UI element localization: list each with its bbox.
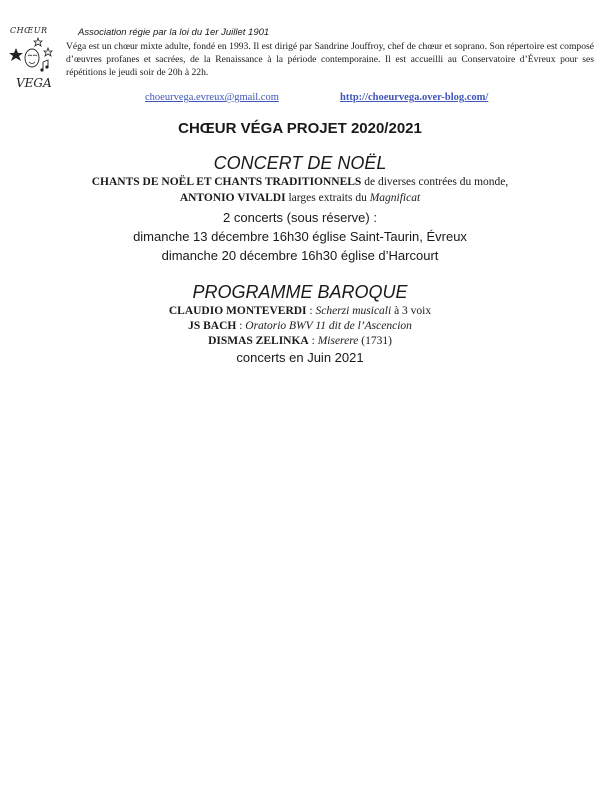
christmas-concert-date-1: dimanche 13 décembre 16h30 église Saint-Taurin, Évreux xyxy=(133,229,467,244)
baroque-work-1 xyxy=(0,305,600,317)
vivaldi-detail: larges extraits du xyxy=(285,192,370,204)
bach-composer: JS BACH xyxy=(188,320,237,332)
christmas-concert-heading: CONCERT DE NOËL xyxy=(213,153,387,173)
separator: : xyxy=(236,320,246,332)
monteverdi-composer: CLAUDIO MONTEVERDI xyxy=(168,305,307,317)
baroque-concert-dates: concerts en Juin 2021 xyxy=(236,350,364,365)
miserere-title: Miserere xyxy=(317,335,359,347)
vivaldi-composer: ANTONIO VIVALDI xyxy=(179,192,286,204)
choir-logo xyxy=(8,26,58,92)
christmas-songs-title: CHANTS DE NOËL ET CHANTS TRADITIONNELS xyxy=(91,176,362,188)
magnificat-title: Magnificat xyxy=(369,192,421,204)
christmas-songs-detail: de diverses contrées du monde, xyxy=(361,176,509,188)
blog-link[interactable]: http://choeurvega.over-blog.com/ xyxy=(340,92,489,103)
logo-top-text: CHŒUR xyxy=(10,26,48,35)
logo-stars-icon xyxy=(8,34,58,78)
baroque-work-2 xyxy=(0,320,600,332)
scherzi-detail: à 3 voix xyxy=(391,305,432,317)
oratorio-title: Oratorio BWV 11 dit de l’Ascencion xyxy=(245,320,412,332)
separator: : xyxy=(308,335,318,347)
scherzi-title: Scherzi musicali xyxy=(315,305,392,317)
separator: : xyxy=(306,305,316,317)
christmas-program-line-1 xyxy=(0,176,600,188)
project-title: CHŒUR VÉGA PROJET 2020/2021 xyxy=(178,120,422,137)
christmas-concert-date-2: dimanche 20 décembre 16h30 église d’Harcourt xyxy=(161,248,439,263)
zelinka-composer: DISMAS ZELINKA xyxy=(208,335,309,347)
christmas-program-line-2 xyxy=(0,192,600,204)
christmas-concert-count: 2 concerts (sous réserve) : xyxy=(223,210,377,225)
choir-description: Véga est un chœur mixte adulte, fondé en 1993. Il est dirigé par Sandrine Jouffroy, chef de chœur et soprano. Son répertoire est composé d’œuvres profanes et sacrées, de la Renaissance à la période contemporaine. Il est accueilli au Conservatoire d’Évreux pour ses répétitions le jeudi soir de 20h à 22h. xyxy=(66,41,594,78)
baroque-program-heading: PROGRAMME BAROQUE xyxy=(192,282,408,302)
email-link[interactable]: choeurvega.evreux@gmail.com xyxy=(145,92,279,103)
association-statement: Association régie par la loi du 1er Juillet 1901 xyxy=(78,27,270,38)
logo-bottom-text: VEGA xyxy=(16,76,52,90)
baroque-work-3 xyxy=(0,335,600,347)
miserere-year: (1731) xyxy=(358,335,392,347)
